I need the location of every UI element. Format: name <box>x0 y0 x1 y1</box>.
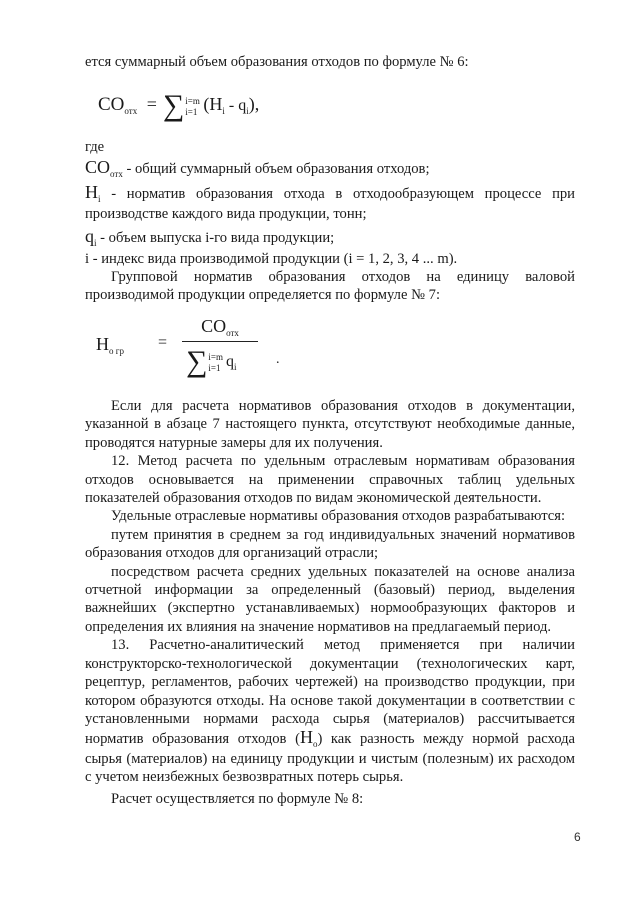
paragraph: путем принятия в среднем за год индивидуальных значений нормативов образования отходов для организаций отрасли; <box>85 526 575 562</box>
legend-symbol: H <box>85 182 98 203</box>
formula-7-numerator <box>186 316 254 337</box>
formula-7-sum-top: i=m <box>208 351 223 362</box>
paragraph-13 <box>85 636 575 786</box>
formula-6-minus: - q <box>224 97 247 114</box>
formula-7-eq: = <box>158 334 168 351</box>
formula-7-lhs: H <box>96 334 109 354</box>
legend-sub: i <box>94 238 97 249</box>
paragraph-13-sub: о <box>312 739 318 750</box>
formula-6-sum-bot: i=1 <box>185 106 198 117</box>
formula-6-lhs: CO <box>98 94 125 115</box>
legend-block <box>85 156 575 305</box>
paragraph-13-b: ) как разность между нормой расхода сырья (материалов) на единицу продукции и чистым (полезным) их расходом с учетом неизбежных безвозвратных потерь сырья. <box>85 731 576 786</box>
formula-6-limits <box>185 96 200 118</box>
paragraph: Удельные отраслевые нормативы образования отходов разрабатываются: <box>111 508 566 525</box>
legend-symbol: q <box>85 226 94 247</box>
paragraph: 12. Метод расчета по удельным отраслевым нормативам образования отходов основывается на применении справочных таблиц удельных показателей образования отходов по видам экономической деятельности. <box>85 453 575 507</box>
legend-text: - объем выпуска i-го вида продукции; <box>96 230 335 247</box>
formula-6-body-close: ), <box>248 94 260 114</box>
formula-6-sum-top: i=m <box>185 95 200 106</box>
legend-symbol: CO <box>85 157 111 177</box>
paragraph-13-a: 13. Расчетно-аналитический метод применяется при наличии конструкторско-технологической документации (технологических карт, рецептур, регламентов, рабочих чертежей) на производство продукции, при котором образуются отходы. На основе такой документации в соответствии с установленными нормами расхода сырья (материалов) рассчитывается норматив образования отходов ( <box>85 637 575 748</box>
legend-item-q <box>85 227 575 248</box>
formula-6-q-sub: i <box>246 106 249 116</box>
legend-item-co <box>85 158 575 179</box>
legend-sub: i <box>98 194 101 205</box>
formula-7-lhs-sub: о гр <box>109 346 124 356</box>
formula-7-den: q <box>225 353 234 370</box>
formula-7-denominator <box>186 342 237 378</box>
legend-text: - норматив образования отхода в отходообразующем процессе при производстве каждого вида продукции, тонн; <box>85 186 575 222</box>
legend-text: - общий суммарный объем образования отходов; <box>122 161 430 177</box>
paragraph: посредством расчета средних удельных показателей на основе анализа отчетной информации за определенный (базовый) период, выделения важнейших (экспертно устанавливаемых) нормообразующих факторов и определения их влияния на значение нормативов на предлагаемый период. <box>85 563 575 635</box>
page-number: 6 <box>574 830 581 844</box>
formula-7-limits <box>208 352 223 374</box>
legend-sub: отх <box>110 169 123 179</box>
formula-7-num: CO <box>201 316 227 336</box>
formula-7-den-sub: i <box>233 362 237 372</box>
formula-6-lhs-sub: отх <box>124 106 138 116</box>
formula-6-h-sub: i <box>222 106 225 116</box>
body-block <box>85 397 575 808</box>
formula-6-body-open: (H <box>203 94 223 114</box>
legend-item-h <box>85 183 575 223</box>
formula-7-dot: . <box>276 352 280 367</box>
formula-6-eq: = <box>146 94 157 114</box>
group-paragraph: Групповой норматив образования отходов на единицу валовой производимой продукции определяется по формуле № 7: <box>85 269 575 304</box>
formula-6 <box>98 86 260 122</box>
where-label: где <box>85 139 105 155</box>
formula-7-sum-bot: i=1 <box>208 362 221 373</box>
formula-7-sigma: ∑ <box>186 345 208 378</box>
final-line: Расчет осуществляется по формуле № 8: <box>111 790 364 807</box>
formula-7-num-sub: отх <box>226 328 239 338</box>
formula-7-lhs-wrap <box>96 334 124 355</box>
formula-7 <box>96 316 280 378</box>
index-line: i - индекс вида производимой продукции (i = 1, 2, 3, 4 ... m). <box>85 250 458 267</box>
paragraph-13-symbol: H <box>299 727 313 748</box>
intro-line: ется суммарный объем образования отходов по формуле № 6: <box>85 54 469 70</box>
formula-6-sigma: ∑ <box>162 89 185 122</box>
paragraph: Если для расчета нормативов образования отходов в документации, указанной в абзаце 7 настоящего пункта, отсутствуют необходимые данные, проводятся натурные замеры для их получения. <box>85 398 575 451</box>
